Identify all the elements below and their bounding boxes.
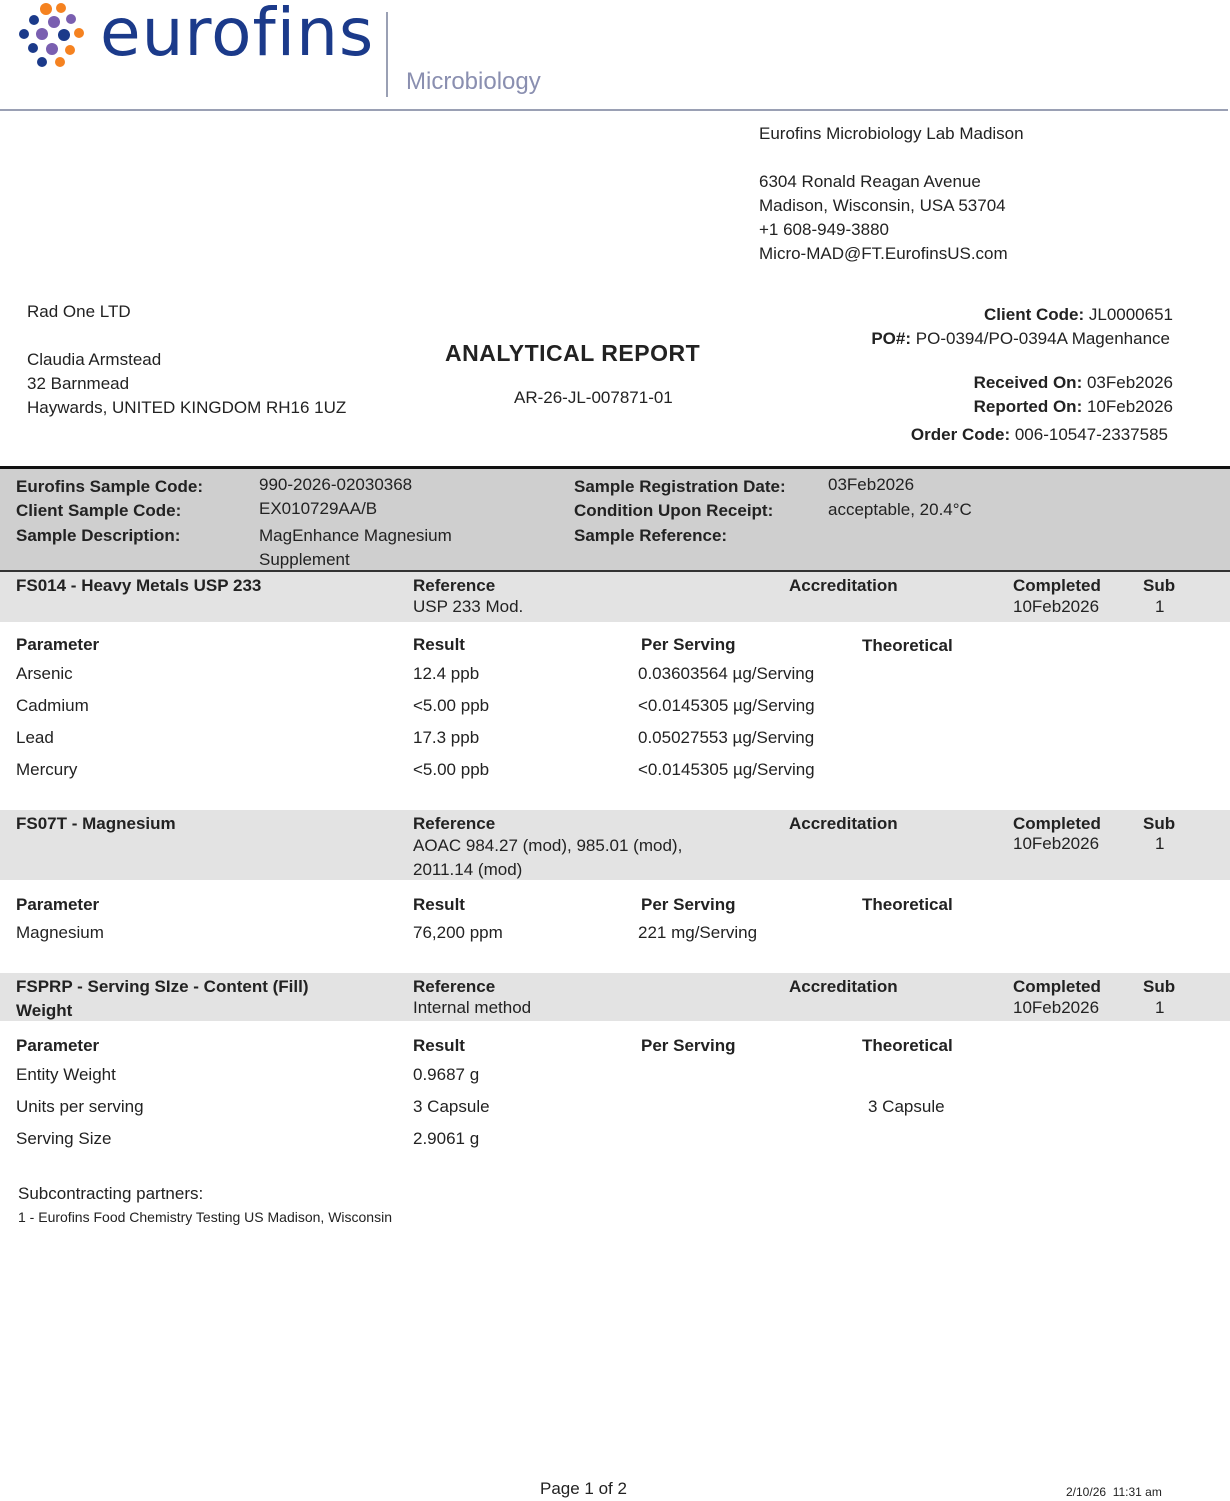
table-row: Cadmium <5.00 ppb <0.0145305 µg/Serving xyxy=(16,696,815,715)
completed-label: Completed xyxy=(1013,576,1101,595)
sample-description-line2: Supplement xyxy=(259,550,350,569)
reference-value: Internal method xyxy=(413,998,532,1017)
table-header: Parameter Result Per Serving Theoretical xyxy=(16,895,953,914)
table-header: Parameter Result Per Serving Theoretical xyxy=(16,1036,953,1055)
sub-value: 1 xyxy=(1155,597,1165,616)
reference-value-line1: AOAC 984.27 (mod), 985.01 (mod), xyxy=(413,836,683,855)
logo-divider xyxy=(386,12,388,97)
table-row: Arsenic 12.4 ppb 0.03603564 µg/Serving xyxy=(16,664,815,683)
sub-value: 1 xyxy=(1155,998,1165,1017)
test-name-line2: Weight xyxy=(16,1001,73,1020)
test-name-line1: FSPRP - Serving SIze - Content (Fill) xyxy=(16,977,309,996)
page-number: Page 1 of 2 xyxy=(540,1479,627,1498)
table-row: Entity Weight 0.9687 g xyxy=(16,1065,480,1084)
sample-code-label: Eurofins Sample Code: xyxy=(16,477,204,496)
completed-value: 10Feb2026 xyxy=(1013,597,1100,616)
sample-code: 990-2026-02030368 xyxy=(259,475,413,494)
client-sample-code: EX010729AA/B xyxy=(259,499,378,518)
po-number: PO#: PO-0394/PO-0394A Magenhance xyxy=(871,329,1170,348)
reference-value-line2: 2011.14 (mod) xyxy=(413,860,523,879)
table-row: Serving Size 2.9061 g xyxy=(16,1129,480,1148)
subcontracting-item: 1 - Eurofins Food Chemistry Testing US Madison, Wisconsin xyxy=(18,1209,392,1225)
accreditation-label: Accreditation xyxy=(789,576,898,595)
test-name: FS07T - Magnesium xyxy=(16,814,176,833)
completed-label: Completed xyxy=(1013,977,1101,996)
header-rule xyxy=(0,109,1228,111)
table-row: Units per serving 3 Capsule 3 Capsule xyxy=(16,1097,945,1116)
sample-reference-label: Sample Reference: xyxy=(574,526,728,545)
lab-name: Eurofins Microbiology Lab Madison xyxy=(759,124,1024,143)
condition-value: acceptable, 20.4°C xyxy=(828,500,972,519)
condition-label: Condition Upon Receipt: xyxy=(574,501,774,520)
table-row: Magnesium 76,200 ppm 221 mg/Serving xyxy=(16,923,758,942)
accreditation-label: Accreditation xyxy=(789,977,898,996)
reference-label: Reference xyxy=(413,576,496,595)
reported-on: Reported On: 10Feb2026 xyxy=(973,397,1173,416)
order-code: Order Code: 006-10547-2337585 xyxy=(910,425,1168,444)
sub-value: 1 xyxy=(1155,834,1165,853)
registration-date: 03Feb2026 xyxy=(828,475,915,494)
lab-phone: +1 608-949-3880 xyxy=(759,220,889,239)
received-on: Received On: 03Feb2026 xyxy=(973,373,1173,392)
table-header: Parameter Result Per Serving Theoretical xyxy=(16,635,953,655)
lab-email: Micro-MAD@FT.EurofinsUS.com xyxy=(759,244,1008,263)
subcontracting-title: Subcontracting partners: xyxy=(18,1184,204,1203)
table-row: Lead 17.3 ppb 0.05027553 µg/Serving xyxy=(16,728,815,747)
reference-value: USP 233 Mod. xyxy=(413,597,524,616)
completed-value: 10Feb2026 xyxy=(1013,834,1100,853)
completed-value: 10Feb2026 xyxy=(1013,998,1100,1017)
client-company: Rad One LTD xyxy=(27,302,131,321)
table-row: Mercury <5.00 ppb <0.0145305 µg/Serving xyxy=(16,760,815,779)
reference-label: Reference xyxy=(413,814,496,833)
lab-city: Madison, Wisconsin, USA 53704 xyxy=(759,196,1006,215)
sub-label: Sub xyxy=(1143,576,1176,595)
client-sample-code-label: Client Sample Code: xyxy=(16,501,182,520)
sample-description-label: Sample Description: xyxy=(16,526,181,545)
sample-description-line1: MagEnhance Magnesium xyxy=(259,526,452,545)
logo-wordmark: eurofins xyxy=(100,0,375,71)
report-title: ANALYTICAL REPORT xyxy=(445,340,701,366)
test-name: FS014 - Heavy Metals USP 233 xyxy=(16,576,262,595)
eurofins-logo-mark-icon xyxy=(14,2,94,70)
client-code: Client Code: JL0000651 xyxy=(984,305,1173,324)
registration-date-label: Sample Registration Date: xyxy=(574,477,786,496)
client-city: Haywards, UNITED KINGDOM RH16 1UZ xyxy=(27,398,347,417)
client-contact: Claudia Armstead xyxy=(27,350,162,369)
client-street: 32 Barnmead xyxy=(27,374,130,393)
sub-label: Sub xyxy=(1143,977,1176,996)
lab-street: 6304 Ronald Reagan Avenue xyxy=(759,172,981,191)
print-timestamp: 2/10/26 11:31 am xyxy=(1066,1485,1162,1499)
accreditation-label: Accreditation xyxy=(789,814,898,833)
reference-label: Reference xyxy=(413,977,496,996)
sub-label: Sub xyxy=(1143,814,1176,833)
logo-division: Microbiology xyxy=(406,68,541,95)
report-number: AR-26-JL-007871-01 xyxy=(514,388,673,407)
completed-label: Completed xyxy=(1013,814,1101,833)
